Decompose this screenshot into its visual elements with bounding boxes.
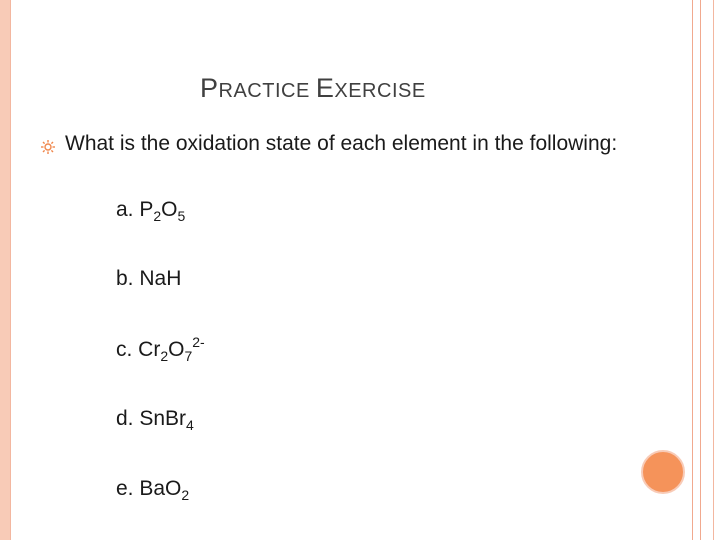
item-c-sub-2: 7	[184, 348, 193, 364]
item-d-sub-1: 4	[186, 417, 194, 433]
item-a-sub-2: 5	[177, 208, 186, 224]
title-cap-p: P	[200, 73, 219, 103]
title-word-practice: RACTICE	[218, 80, 316, 102]
item-e-label: e. BaO	[116, 477, 182, 500]
right-frame-line	[692, 0, 693, 540]
formula-item-b	[116, 267, 181, 291]
formula-item-a	[116, 198, 185, 222]
item-e-sub-1: 2	[181, 487, 190, 503]
item-c-charge: 2-	[192, 334, 205, 350]
right-frame-line-outer	[700, 0, 701, 540]
title-word-exercise: XERCISE	[334, 80, 426, 102]
slide-title	[200, 73, 426, 104]
orange-circle-decoration	[641, 450, 685, 494]
item-d-label: d. SnBr	[116, 407, 187, 430]
question-text: What is the oxidation state of each element in the following:	[65, 132, 618, 155]
item-c-mid: O	[168, 338, 185, 361]
item-a-sub-1: 2	[153, 208, 162, 224]
title-cap-e: E	[315, 73, 335, 103]
formula-item-d	[116, 407, 194, 431]
item-c-label: c. Cr	[116, 338, 161, 361]
sun-bullet-icon	[40, 139, 56, 155]
left-frame-strip	[0, 0, 10, 540]
item-c-sub-1: 2	[160, 348, 169, 364]
item-a-label: a. P	[116, 198, 154, 221]
formula-item-c	[116, 334, 205, 364]
formula-item-e	[116, 477, 189, 501]
item-a-mid: O	[161, 198, 178, 221]
item-b-label: b. NaH	[116, 267, 182, 290]
